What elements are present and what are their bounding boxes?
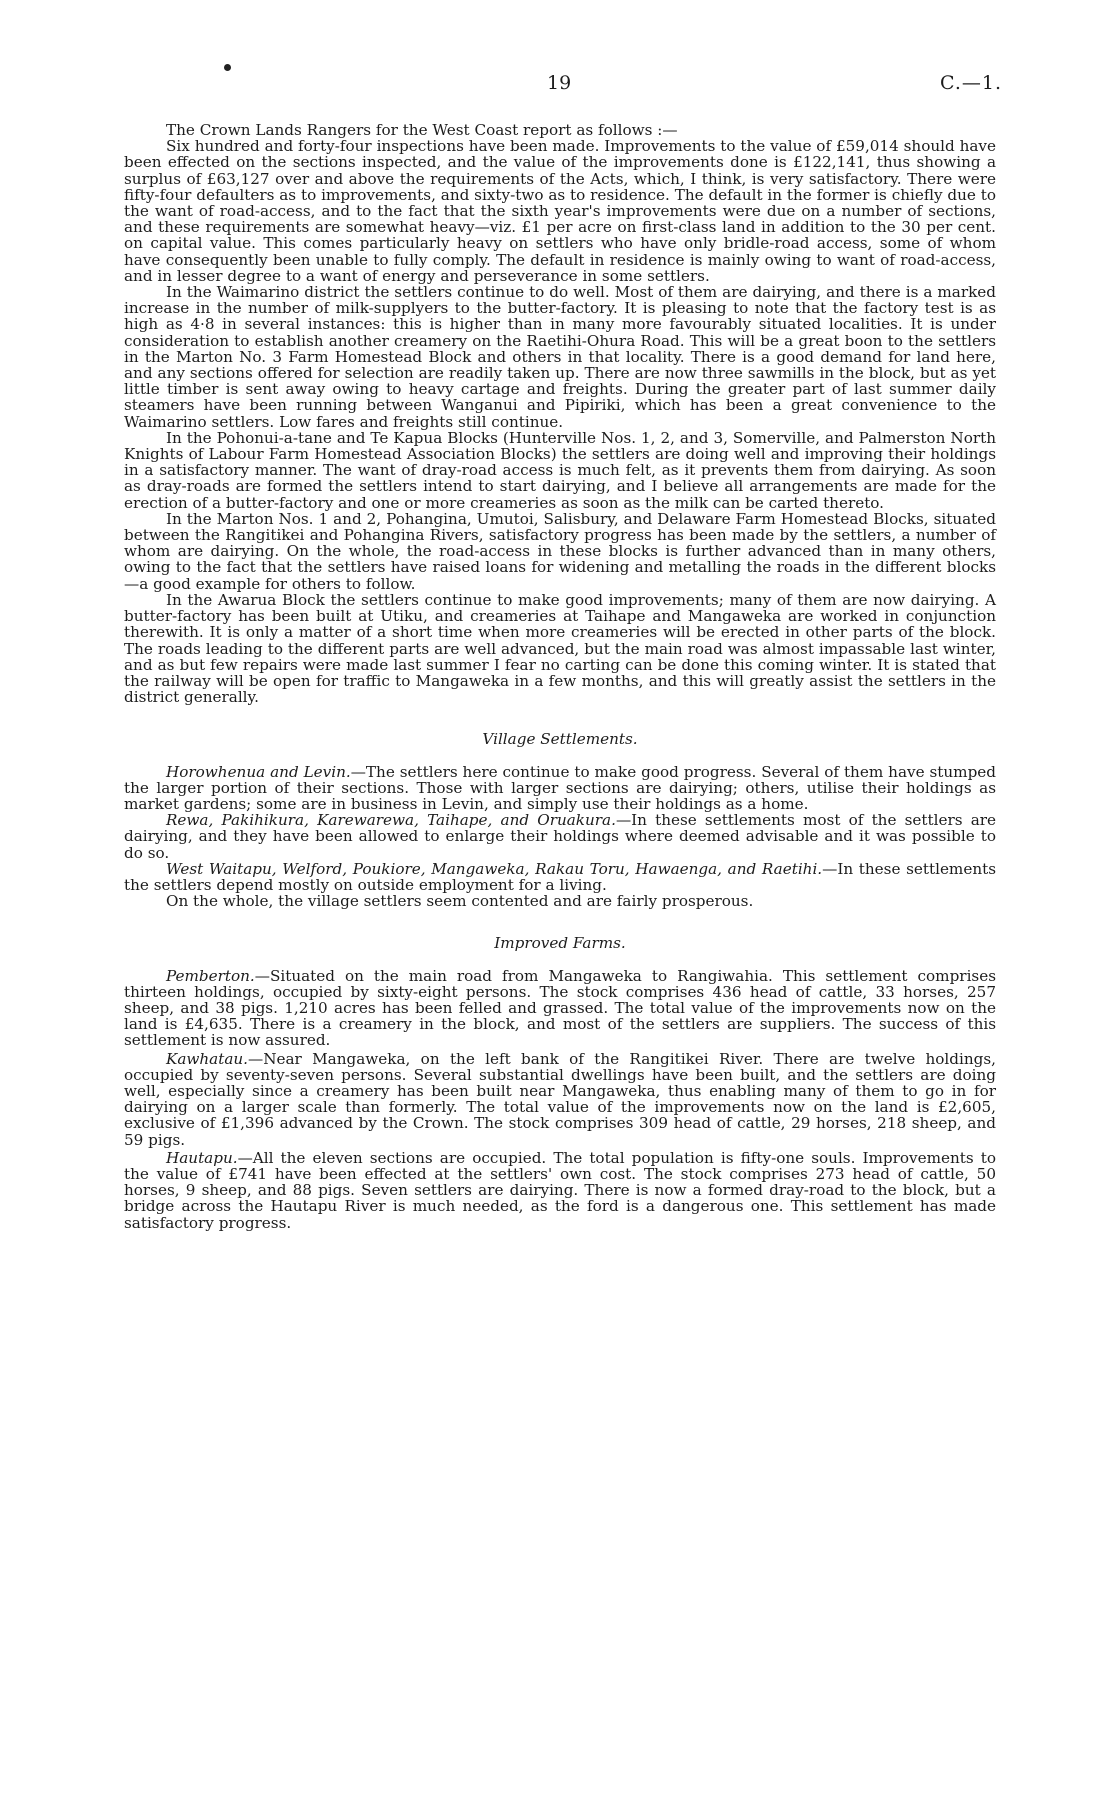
intro-line: The Crown Lands Rangers for the West Coast report as follows :—	[166, 121, 678, 139]
village-item-text: —The settlers here continue to make good progress. Several of them have stumped the larger portion of their sections. Those with larger sections are dairying; others, utilise their holdings as market gardens; some are in business in Levin, and simply use their holdings as a home.	[124, 762, 997, 813]
farm-item	[124, 1150, 996, 1231]
margin-dot	[224, 64, 231, 71]
village-item	[124, 764, 996, 813]
village-item	[124, 861, 996, 893]
village-item	[124, 812, 996, 861]
village-item-text: —In these settlements most of the settlers are dairying, and they have been allowed to enlarge their holdings where deemed advisable and it was possible to do so.	[124, 811, 996, 862]
farm-item-label: Hautapu.	[166, 1148, 238, 1167]
paragraph-waimarino: In the Waimarino district the settlers continue to do well. Most of them are dairying, and there is a marked increase in the number of milk-supplyers to the butter-factory. It is pleasing to note that the factory test is as high as 4·8 in several instances: this is higher than in many more favourably situated localities. It is under consideration to establish another creamery on the Raetihi-Ohura Road. This will be a great boon to the settlers in the Marton No. 3 Farm Homestead Block and others in that locality. There is a good demand for land here, and any sections offered for selection are readily taken up. There are now three sawmills in the block, but as yet little timber is sent away owing to heavy cartage and freights. During the greater part of last summer daily steamers have been running between Wanganui and Pipiriki, which has been a great convenience to the Waimarino settlers. Low fares and freights still continue.	[124, 283, 996, 431]
farm-item-text: —All the eleven sections are occupied. The total population is fifty-one souls. Improvements to the value of £741 have been effected at the settlers' own cost. The stock comprises 273 head of cattle, 50 horses, 9 sheep, and 88 pigs. Seven settlers are dairying. There is now a formed dray-road to the block, but a bridge across the Hautapu River is much needed, as the ford is a dangerous one. This settlement has made satisfactory progress.	[124, 1148, 996, 1232]
heading-village-settlements: Village Settlements.	[482, 730, 638, 749]
paragraph-marton: In the Marton Nos. 1 and 2, Pohangina, Umutoi, Salisbury, and Delaware Farm Homestead Blocks, situated between the Rangitikei and Pohangina Rivers, satisfactory progress has been made by the settlers, a number of whom are dairying. On the whole, the road-access in these blocks is further advanced than in many others, owing to the fact that the settlers have raised loans for widening and metalling the roads in the different blocks—a good example for others to follow.	[124, 509, 996, 593]
document-code: C.—1.	[939, 72, 1002, 94]
farm-item-text: —Near Mangaweka, on the left bank of the Rangitikei River. There are twelve holdings, occupied by seventy-seven persons. Several substantial dwellings have been built, and the settlers are doing well, especially since a creamery has been built near Mangaweka, thus enabling many of them to go in for dairying on a larger scale than formerly. The total value of the improvements now on the land is £2,605, exclusive of £1,396 advanced by the Crown. The stock comprises 309 head of cattle, 29 horses, 218 sheep, and 59 pigs.	[124, 1049, 996, 1149]
farm-item-text: —Situated on the main road from Mangaweka to Rangiwahia. This settlement comprises thirteen holdings, occupied by sixty-eight persons. The stock comprises 436 head of cattle, 33 horses, 257 sheep, and 38 pigs. 1,210 acres has been felled and grassed. The total value of the improvements now on the land is £4,635. There is a creamery in the block, and most of the settlers are suppliers. The success of this settlement is now assured.	[124, 966, 996, 1050]
page-number: 19	[547, 72, 572, 94]
village-closing: On the whole, the village settlers seem contented and are fairly prosperous.	[166, 892, 754, 911]
paragraph-inspections: Six hundred and forty-four inspections have been made. Improvements to the value of £59,014 should have been effected on the sections inspected, and the value of the improvements done is £122,141, thus showing a surplus of £63,127 over and above the requirements of the Acts, which, I think, is very satisfactory. There were fifty-four defaulters as to improvements, and sixty-two as to residence. The default in the former is chiefly due to the want of road-access, and to the fact that the sixth year's improvements were due on a number of sections, and these requirements are somewhat heavy—viz. £1 per acre on first-class land in addition to the 30 per cent. on capital value. This comes particularly heavy on settlers who have only bridle-road access, some of whom have consequently been unable to fully comply. The default in residence is mainly owing to want of road-access, and in lesser degree to a want of energy and perseverance in some settlers.	[124, 137, 996, 285]
village-item-text: —In these settlements the settlers depend mostly on outside employment for a living.	[124, 859, 996, 894]
paragraph-pohonui: In the Pohonui-a-tane and Te Kapua Blocks (Hunterville Nos. 1, 2, and 3, Somerville, and Palmerston North Knights of Labour Farm Homestead Association Blocks) the settlers are doing well and improving their holdings in a satisfactory manner. The want of dray-road access is much felt, as it prevents them from dairying. As soon as dray-roads are formed the settlers intend to start dairying, and I believe all arrangements are made for the erection of a butter-factory and one or more creameries as soon as the milk can be carted thereto.	[124, 428, 996, 512]
village-item-label: Horowhenua and Levin.	[166, 762, 351, 781]
farm-item	[124, 968, 996, 1049]
heading-improved-farms: Improved Farms.	[494, 934, 626, 953]
farm-item-label: Kawhatau.	[166, 1049, 249, 1068]
report-body	[124, 122, 996, 1231]
farm-item-label: Pemberton.	[166, 966, 255, 985]
paragraph-awarua: In the Awarua Block the settlers continue to make good improvements; many of them are now dairying. A butter-factory has been built at Utiku, and creameries at Taihape and Mangaweka are worked in conjunction therewith. It is only a matter of a short time when more creameries will be erected in other parts of the block. The roads leading to the different parts are well advanced, but the main road was almost impassable last winter, and as but few repairs were made last summer I fear no carting can be done this coming winter. It is stated that the railway will be open for traffic to Mangaweka in a few months, and this will greatly assist the settlers in the district generally.	[124, 590, 996, 707]
village-item-label: Rewa, Pakihikura, Karewarewa, Taihape, and Oruakura.	[166, 811, 616, 830]
farm-item	[124, 1051, 996, 1148]
page-header	[0, 72, 1114, 102]
village-item-label: West Waitapu, Welford, Poukiore, Mangaweka, Rakau Toru, Hawaenga, and Raetihi.	[166, 859, 823, 878]
